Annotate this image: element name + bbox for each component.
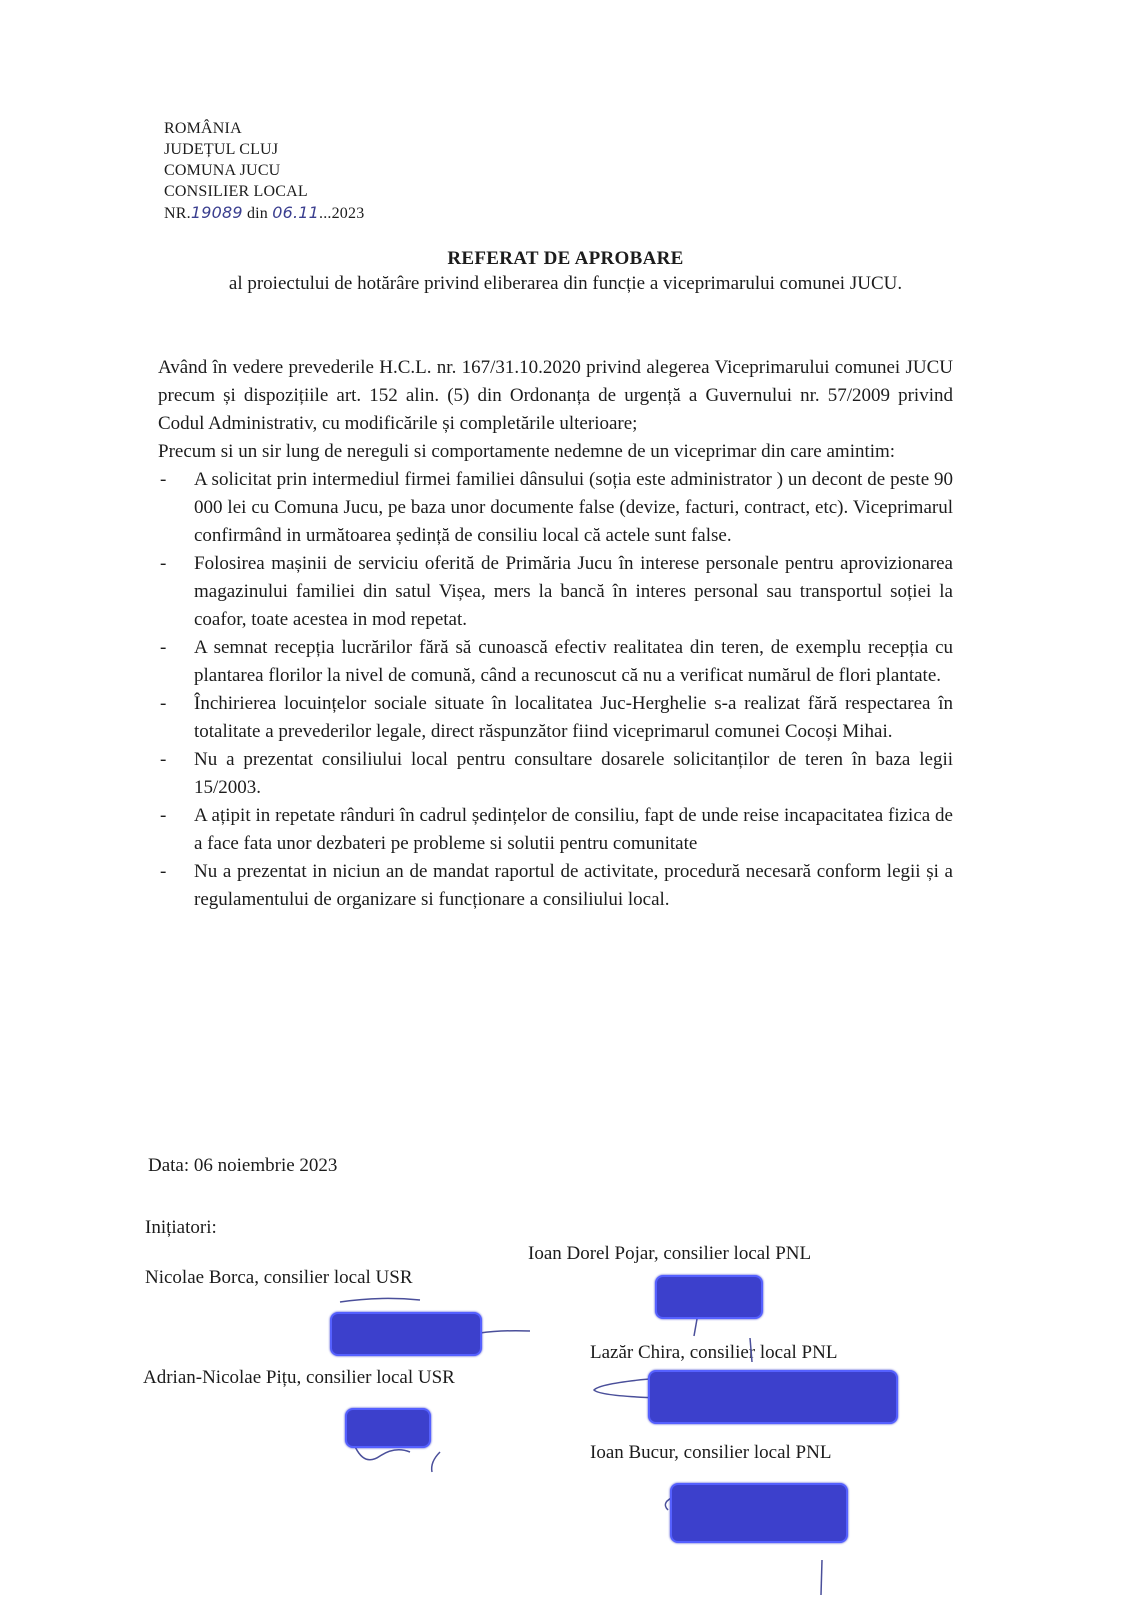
bullet-dash: - xyxy=(160,749,167,770)
document-subtitle: al proiectului de hotărâre privind eliberarea din funcție a viceprimarului comunei JUCU. xyxy=(228,273,903,294)
registration-number: 19089 xyxy=(190,203,243,222)
bullet-dash: - xyxy=(160,469,167,490)
office-line: CONSILIER LOCAL xyxy=(164,183,308,200)
signature-redaction-pojar xyxy=(655,1275,763,1319)
bullet-dash: - xyxy=(160,693,167,714)
list-item-text: Nu a prezentat in niciun an de mandat raportul de activitate, procedură necesară conform legii și a regulamentului de organizare si funcționare a consiliului local. xyxy=(194,861,953,910)
signature-redaction-chira xyxy=(648,1370,898,1424)
bullet-dash: - xyxy=(160,637,167,658)
list-item-text: A solicitat prin intermediul firmei familiei dânsului (soția este administrator ) un decont de peste 90 000 lei cu Comuna Jucu, pe baza unor documente false (devize, facturi, contract, etc). Viceprimarul confirmând in următoarea ședință de consiliu local că actele sunt false. xyxy=(194,469,953,546)
list-item-text: Închirierea locuințelor sociale situate în localitatea Juc-Herghelie s-a realizat fără respectarea în totalitate a prevederilor legale, direct răspunzător fiind viceprimarul comunei Cocoși Mihai. xyxy=(194,693,953,742)
list-item-text: Folosirea mașinii de serviciu oferită de Primăria Jucu în interese personale pentru aprovizionarea magazinului familiei din satul Vișea, mers la bancă în interes personal sau transportul soției la coafor, toate acestea in mod repetat. xyxy=(194,553,953,630)
signatory-pitu: Adrian-Nicolae Pițu, consilier local USR xyxy=(143,1367,455,1388)
signatory-pojar: Ioan Dorel Pojar, consilier local PNL xyxy=(528,1243,812,1264)
signatory-borca: Nicolae Borca, consilier local USR xyxy=(145,1267,413,1288)
din-label: din xyxy=(246,205,268,222)
list-item-text: Nu a prezentat consiliului local pentru consultare dosarele solicitanților de teren în baza legii 15/2003. xyxy=(194,749,953,798)
bullet-dash: - xyxy=(160,553,167,574)
intro-paragraph: Având în vedere prevederile H.C.L. nr. 167/31.10.2020 privind alegerea Viceprimarului comunei JUCU precum și dispozițiile art. 152 alin. (5) din Ordonanța de urgență a Guvernului nr. 57/2009 privind Codul Administrativ, cu modificările și completările ulterioare; xyxy=(158,357,953,434)
signatory-bucur: Ioan Bucur, consilier local PNL xyxy=(590,1442,832,1463)
signatory-chira: Lazăr Chira, consilier local PNL xyxy=(590,1342,838,1363)
intro-paragraph-2: Precum si un sir lung de nereguli si comportamente nedemne de un viceprimar din care amintim: xyxy=(158,441,896,462)
list-item-text: A ațipit in repetate rânduri în cadrul ședințelor de consiliu, fapt de unde reise incapacitatea fizica de a face fata unor dezbateri pe probleme si solutii pentru comunitate xyxy=(194,805,953,854)
nr-label: NR. xyxy=(164,205,191,222)
registration-date: 06.11 xyxy=(272,203,319,222)
country-line: ROMÂNIA xyxy=(164,120,242,137)
document-date: Data: 06 noiembrie 2023 xyxy=(148,1155,338,1176)
signature-redaction-bucur xyxy=(670,1483,848,1543)
list-item-text: A semnat recepția lucrărilor fără să cunoască efectiv realitatea din teren, de exemplu recepția cu plantarea florilor la nivel de comună, când a recunoscut că nu a verificat numărul de flori plantate. xyxy=(194,637,953,686)
bullet-dash: - xyxy=(160,861,167,882)
commune-line: COMUNA JUCU xyxy=(164,162,281,179)
county-line: JUDEȚUL CLUJ xyxy=(164,141,279,158)
initiators-label: Inițiatori: xyxy=(145,1217,217,1238)
registration-year: ...2023 xyxy=(319,205,365,222)
signature-redaction-borca xyxy=(330,1312,482,1356)
bullet-dash: - xyxy=(160,805,167,826)
document-title: REFERAT DE APROBARE xyxy=(447,248,684,269)
signature-redaction-pitu xyxy=(345,1408,431,1448)
